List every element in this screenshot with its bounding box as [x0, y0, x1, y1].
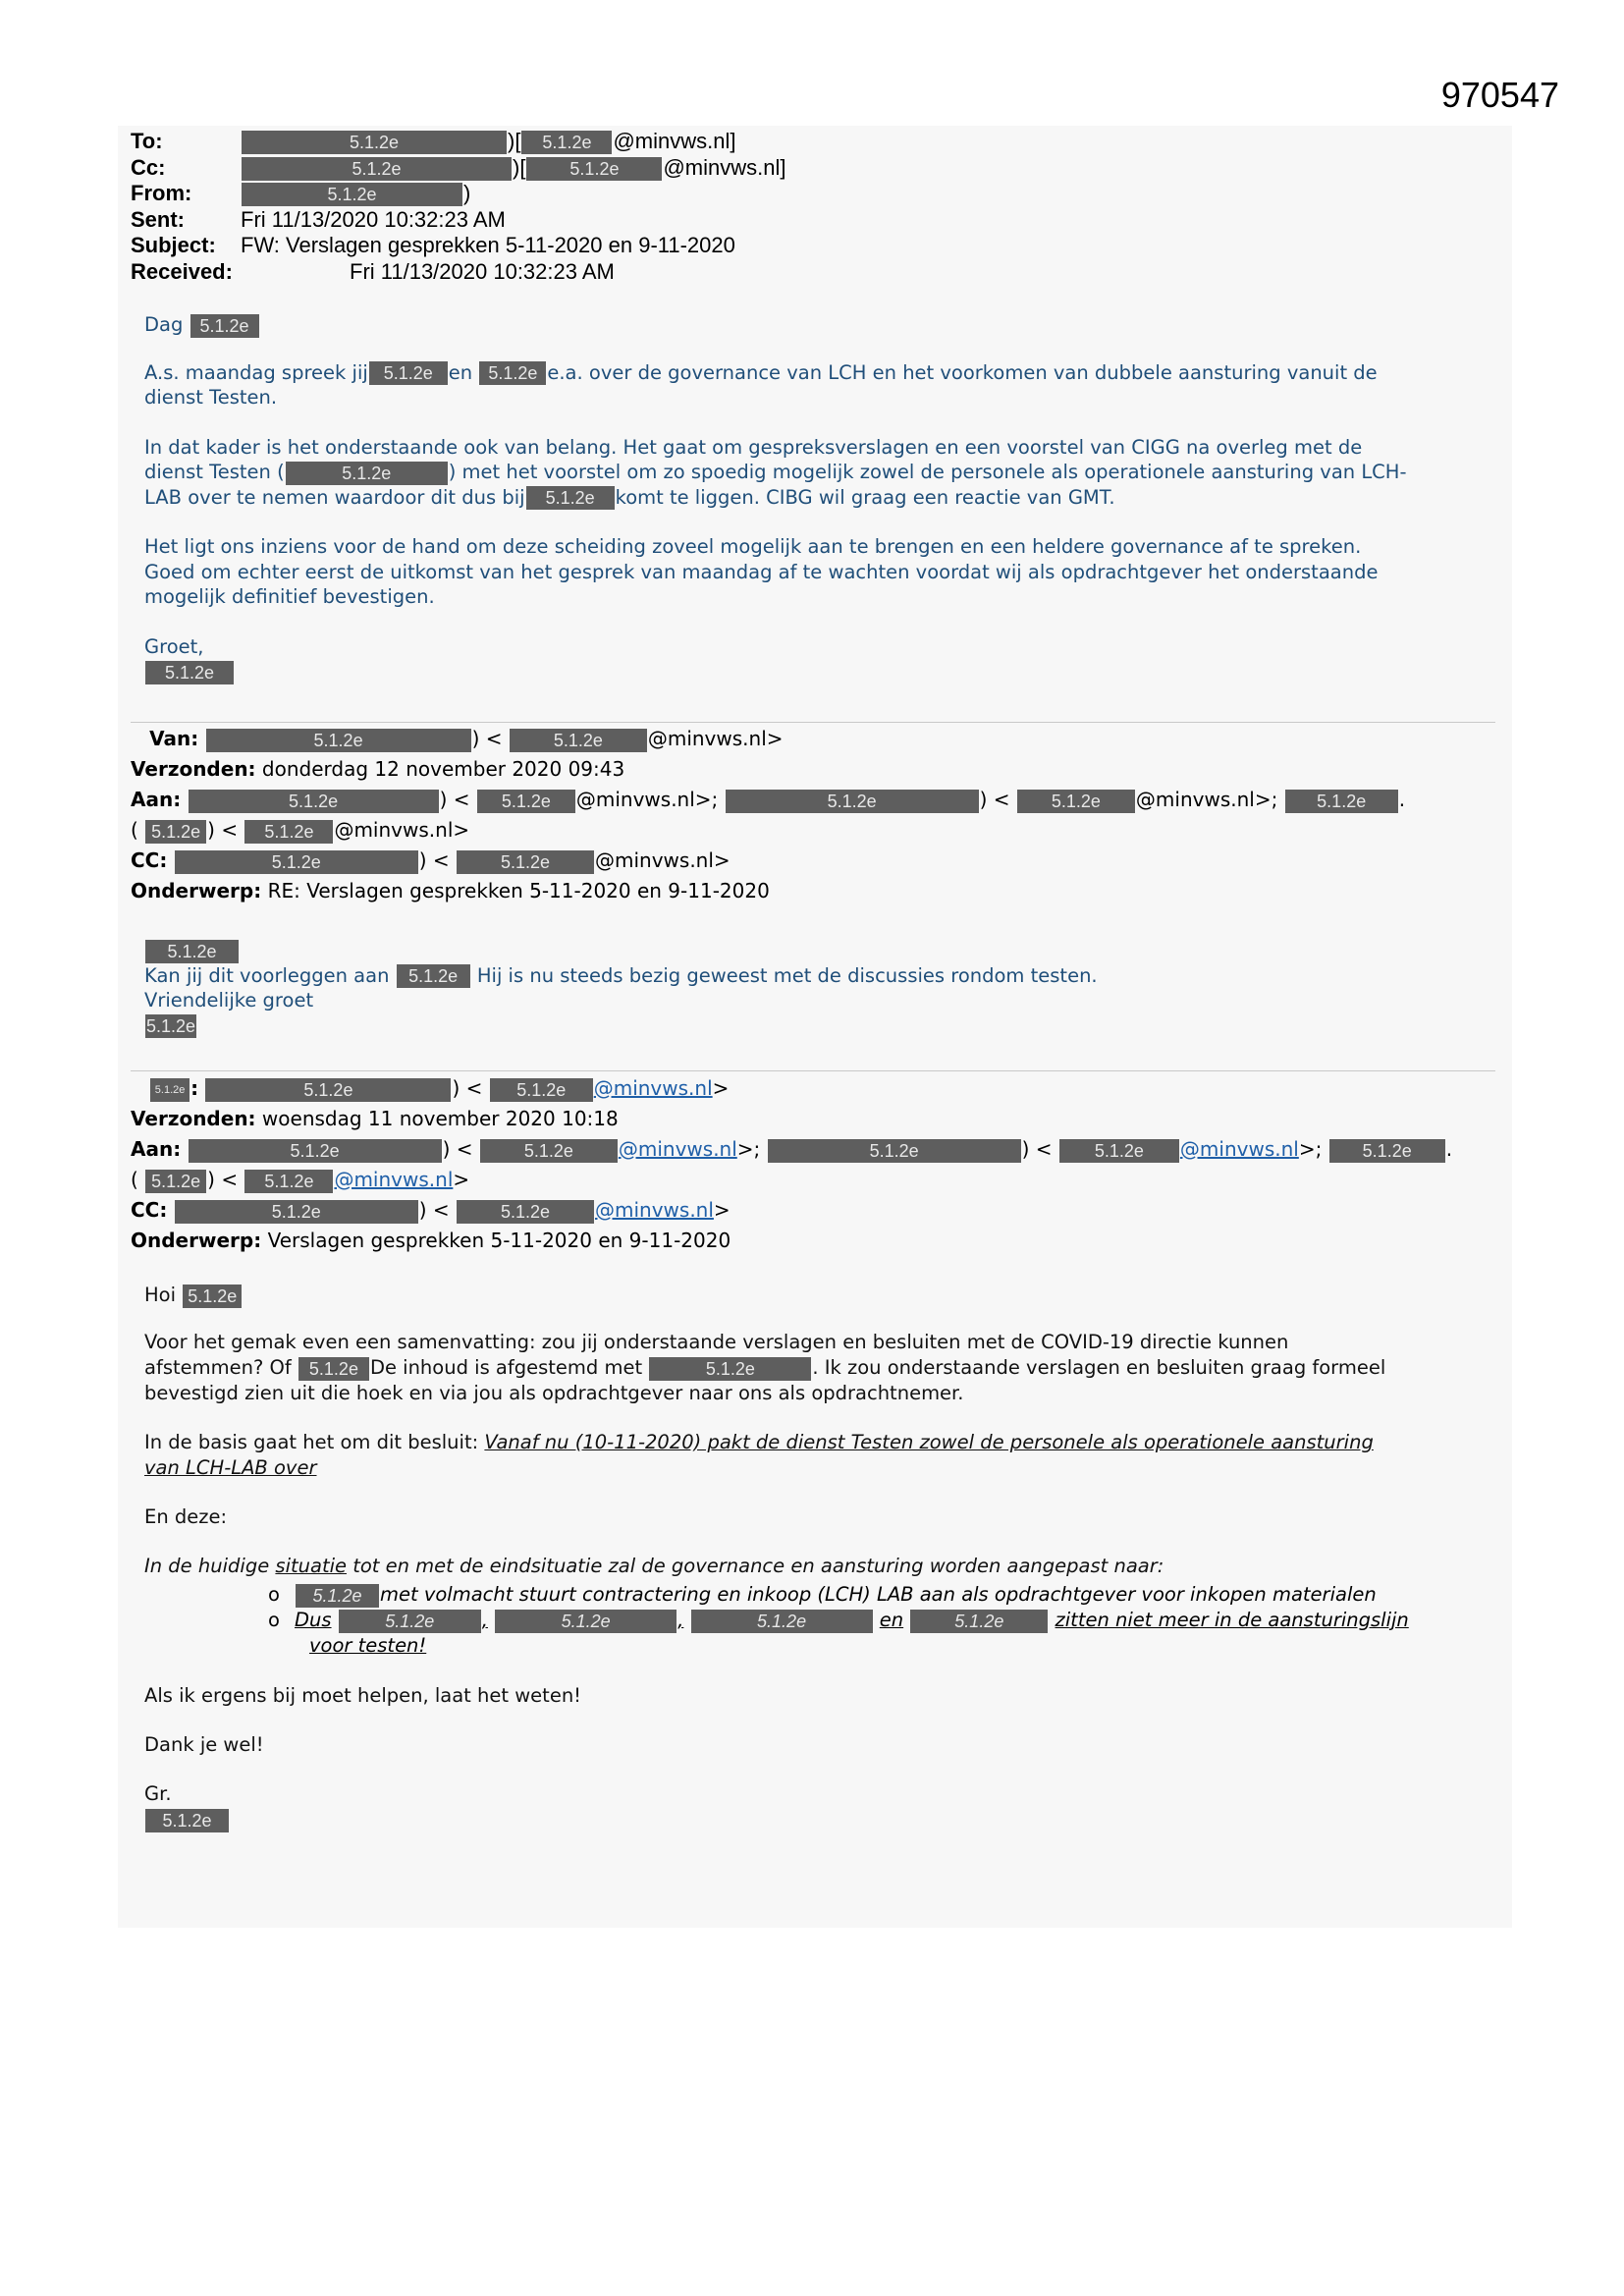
redaction: 5.1.2e — [145, 1809, 229, 1832]
greeting: Dag 5.1.2e — [144, 312, 1499, 338]
redaction: 5.1.2e — [1017, 790, 1135, 813]
redaction: 5.1.2e — [1059, 1139, 1179, 1163]
redaction: 5.1.2e — [296, 1584, 379, 1608]
redaction: 5.1.2e — [480, 1139, 618, 1163]
redaction: 5.1.2e — [477, 790, 575, 813]
redaction: 5.1.2e — [145, 820, 206, 844]
redaction: 5.1.2e — [397, 964, 470, 988]
redaction: 5.1.2e — [145, 1170, 206, 1193]
redaction: 5.1.2e — [145, 1016, 196, 1036]
redaction: 5.1.2e — [145, 940, 239, 963]
list-item-continuation: voor testen! — [309, 1634, 427, 1657]
redaction: 5.1.2e — [521, 131, 612, 154]
redaction: 5.1.2e — [910, 1610, 1048, 1633]
paragraph: In de huidige situatie tot en met de eindsituatie zal de governance en aansturing worden aangepast naar: — [144, 1555, 1164, 1577]
redaction: 5.1.2e — [726, 790, 979, 813]
redaction: 5.1.2e — [175, 1200, 418, 1224]
greeting: Hoi 5.1.2e — [144, 1283, 1499, 1308]
redaction: 5.1.2e — [189, 1139, 442, 1163]
redaction: 5.1.2e — [339, 1610, 481, 1633]
redaction: 5.1.2e — [242, 183, 462, 206]
paragraph: In de basis gaat het om dit besluit: Vanaf nu (10-11-2020) pakt de dienst Testen zowel de personele als operationele aansturing van LCH-LAB over — [144, 1431, 1374, 1479]
redaction: 5.1.2e — [649, 1357, 811, 1381]
redaction: 5.1.2e — [457, 850, 594, 874]
document-number: 970547 — [1440, 75, 1559, 115]
message-1-body — [144, 312, 1499, 684]
redaction: 5.1.2e — [206, 729, 471, 752]
redaction: 5.1.2e — [145, 661, 234, 684]
message-3-body: Hoi 5.1.2e Voor het gemak even een samenvatting: zou jij onderstaande verslagen en besluiten met de COVID-19 directie kunnen afstemmen? Of 5.1.2e De inhoud is afgestemd met 5.1.2e . Ik zou onderstaande verslagen en besluiten graag formeel bevestigd zien uit die hoek en via jou als opdrachtgever naar ons als opdrachtnemer. In de basis gaat het om dit besluit: Vanaf nu (10-11-2020) pakt de dienst Testen zowel de personele als operationele aansturing van LCH-LAB over En deze: In de huidige situatie tot en met de eindsituatie zal de governance en aansturing worden aangepast naar: — [144, 1283, 1499, 1579]
list-item: o 5.1.2e met volmacht stuurt contractering en inkoop (LCH) LAB aan als opdrachtgever voor inkopen materialen — [268, 1583, 1377, 1606]
redaction: 5.1.2e — [457, 1200, 594, 1224]
redaction: 5.1.2e — [298, 1357, 369, 1381]
redaction: 5.1.2e — [183, 1285, 242, 1308]
redaction: 5.1.2e — [150, 1078, 189, 1102]
redaction: 5.1.2e — [526, 157, 662, 181]
redaction: 5.1.2e — [1285, 790, 1398, 813]
list-item: o Dus 5.1.2e , 5.1.2e , 5.1.2e en 5.1.2e zitten niet meer in de aansturingslijn — [268, 1609, 1409, 1631]
paragraph: A.s. maandag spreek jij 5.1.2e en 5.1.2e e.a. over de governance van LCH en het voorkomen van dubbele aansturing vanuit de dienst Testen. — [144, 360, 1378, 409]
signature — [144, 659, 1499, 684]
paragraph: Het ligt ons inziens voor de hand om deze scheiding zoveel mogelijk aan te brengen en een heldere governance af te spreken. Goed om echter eerst de uitkomst van het gesprek van maandag af te wachten voordat wij als opdrachtgever het onderstaande mogelijk definitief bevestigen. — [144, 535, 1379, 608]
message-3-header: 5.1.2e : 5.1.2e ) < 5.1.2e @minvws.nl> Verzonden: woensdag 11 november 2020 10:18 Aan: 5.1.2e ) < 5.1.2e @minvws.nl>; 5.1.2e ) < 5.1.2e @minvws.nl>; 5.1.2e . ( 5.1.2e ) < 5.1.2e @minvws.nl> CC: 5.1.2e ) < 5.1.2e @minvws.nl> Onderwerp: Verslagen gesprekken 5-11-2020 en 9-11-2020 — [131, 1076, 1453, 1252]
separator — [131, 722, 1495, 723]
message-2-header: Van: 5.1.2e ) < 5.1.2e @minvws.nl> Verzonden: donderdag 12 november 2020 09:43 Aan: 5.1.2e ) < 5.1.2e @minvws.nl>; 5.1.2e ) < 5.1.2e @minvws.nl>; 5.1.2e . ( 5.1.2e ) < 5.1.2e @minvws.nl> CC: 5.1.2e ) < 5.1.2e @minvws.nl> Onderwerp: RE: Verslagen gesprekken 5-11-2020 en 9-11-2020 — [131, 727, 1406, 902]
signature — [144, 1807, 1499, 1832]
redaction: 5.1.2e — [244, 820, 333, 844]
redaction: 5.1.2e — [205, 1078, 451, 1102]
message-3-closing: Als ik ergens bij moet helpen, laat het weten! Dank je wel! Gr. 5.1.2e — [144, 1683, 1499, 1832]
separator — [131, 1070, 1495, 1071]
redaction: 5.1.2e — [242, 131, 507, 154]
redaction: 5.1.2e — [1329, 1139, 1445, 1163]
redaction: 5.1.2e — [190, 314, 259, 338]
redaction: 5.1.2e — [526, 486, 615, 510]
closing: Groet, — [144, 634, 204, 658]
message-2-body: 5.1.2e Kan jij dit voorleggen aan 5.1.2e Hij is nu steeds bezig geweest met de discussies rondom testen. Vriendelijke groet 5.1.2e — [144, 941, 1098, 1036]
redaction: 5.1.2e — [768, 1139, 1021, 1163]
redaction: 5.1.2e — [369, 361, 448, 385]
redaction: 5.1.2e — [286, 462, 448, 485]
redaction: 5.1.2e — [691, 1610, 873, 1633]
redaction: 5.1.2e — [175, 850, 418, 874]
paragraph: In dat kader is het onderstaande ook van belang. Het gaat om gespreksverslagen en een voorstel van CIGG na overleg met de dienst Testen ( 5.1.2e ) met het voorstel om zo spoedig mogelijk zowel de personele als operationele aansturing van LCH- LAB over te nemen waardoor dit dus bij 5.1.2e komt te liggen. CIBG wil graag een reactie van GMT. — [144, 435, 1407, 509]
redaction: 5.1.2e — [244, 1170, 333, 1193]
redaction: 5.1.2e — [490, 1078, 593, 1102]
redaction: 5.1.2e — [189, 790, 439, 813]
redaction: 5.1.2e — [242, 157, 512, 181]
paragraph: Voor het gemak even een samenvatting: zou jij onderstaande verslagen en besluiten met de COVID-19 directie kunnen afstemmen? Of 5.1.2e De inhoud is afgestemd met 5.1.2e . Ik zou onderstaande verslagen en besluiten graag formeel bevestigd zien uit die hoek en via jou als opdrachtgever naar ons als opdrachtnemer. — [144, 1331, 1386, 1404]
redaction: 5.1.2e — [495, 1610, 677, 1633]
redaction: 5.1.2e — [479, 361, 546, 385]
redaction: 5.1.2e — [510, 729, 647, 752]
